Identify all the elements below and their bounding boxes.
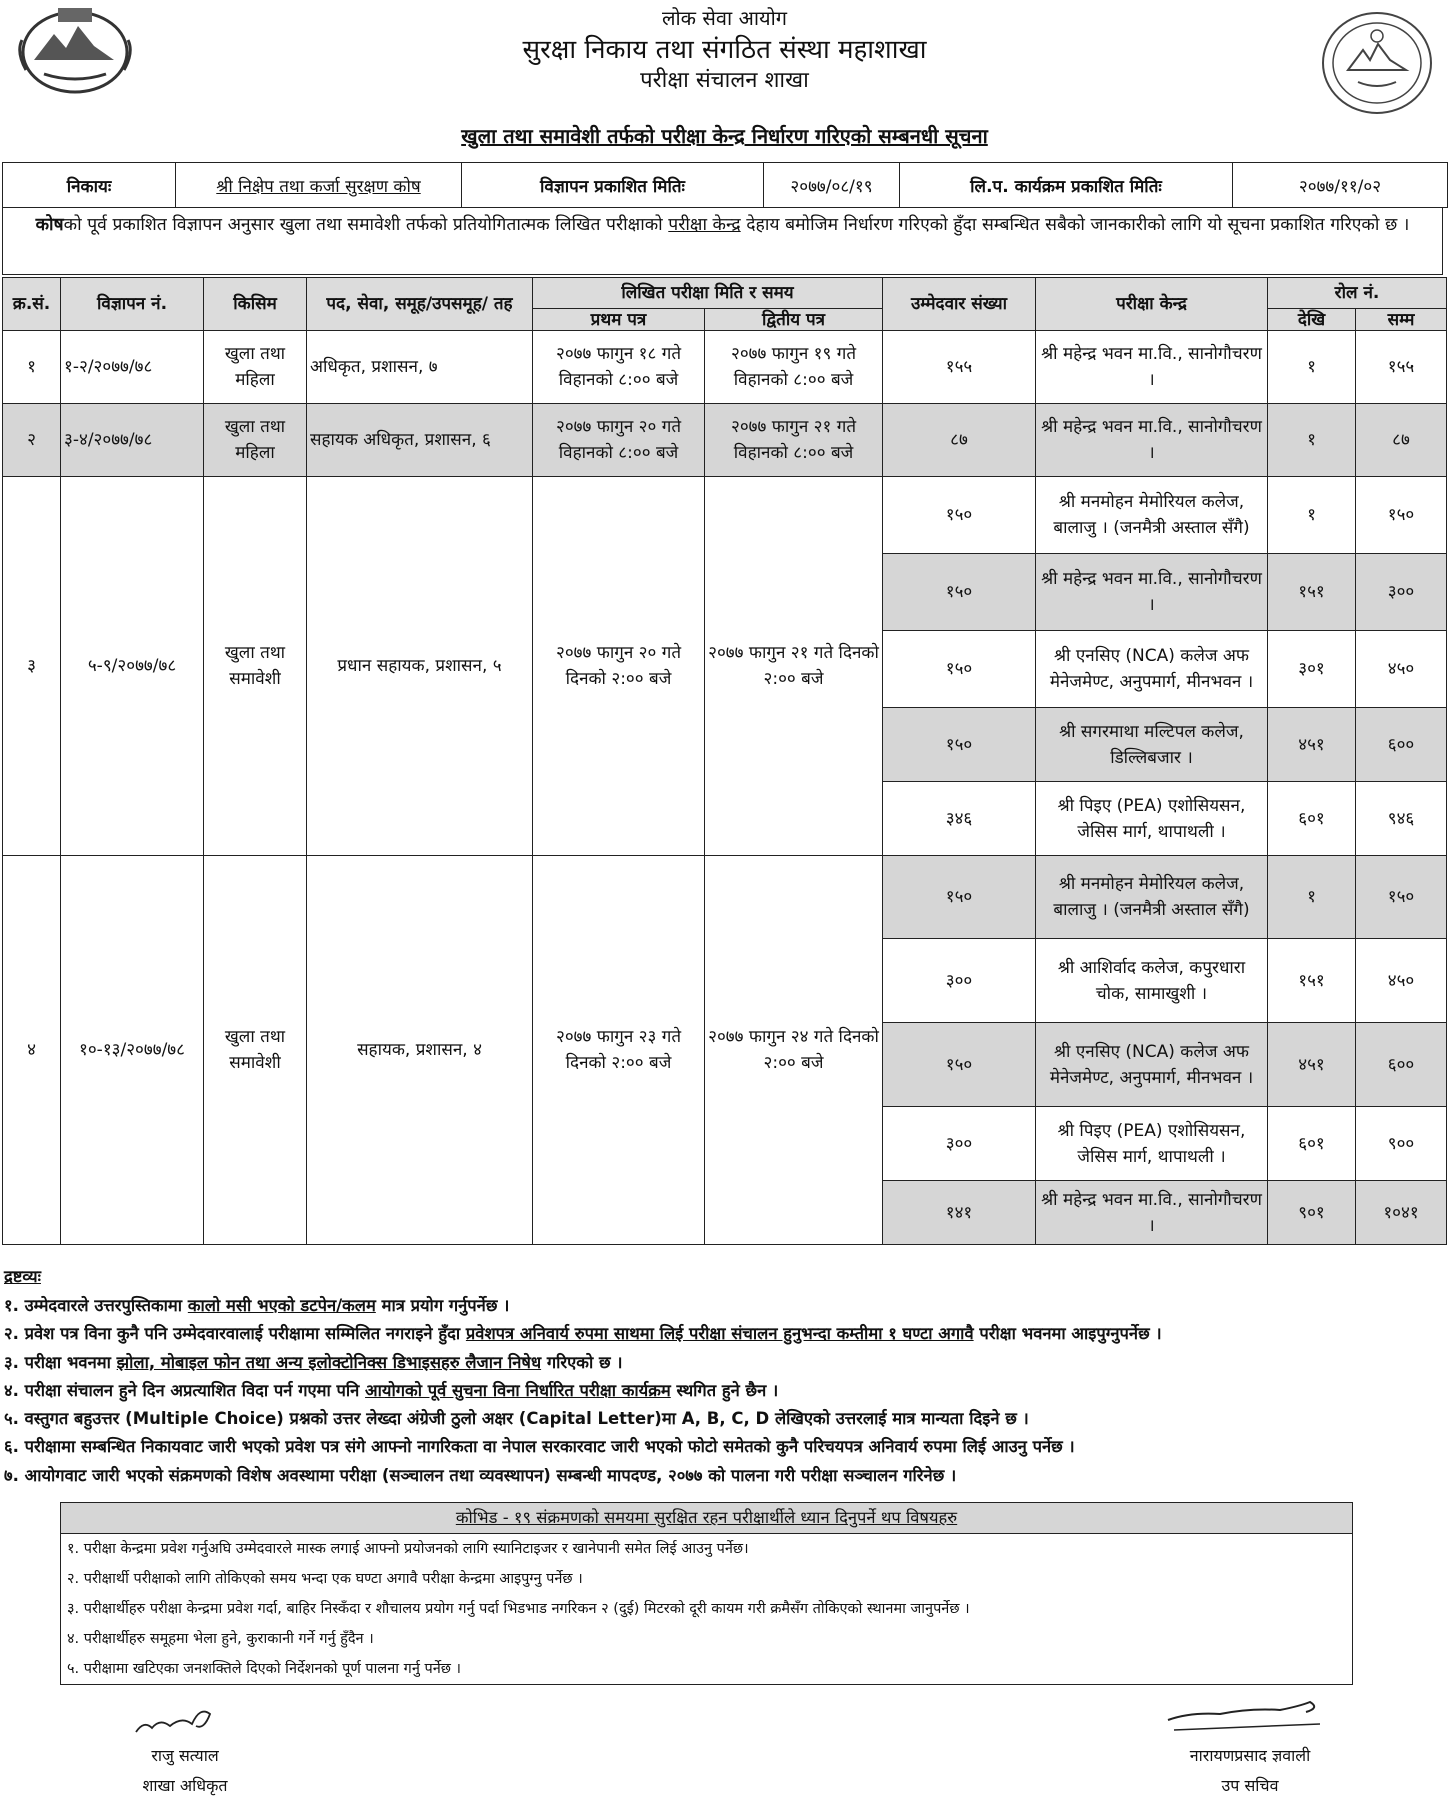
col-written-exam: लिखित परीक्षा मिति र समय xyxy=(533,278,883,309)
covid-item: ४. परीक्षार्थीहरु समूहमा भेला हुने, कुराकानी गर्ने गर्नु हुँदैन । xyxy=(67,1631,374,1647)
cell-sn: २ xyxy=(3,404,61,477)
cell-candidates: १५० xyxy=(883,1023,1036,1107)
cell-candidates: १४१ xyxy=(883,1181,1036,1245)
cell-center: श्री सगरमाथा मल्टिपल कलेज, डिल्लिबजार । xyxy=(1036,708,1268,782)
cell-center: श्री मनमोहन मेमोरियल कलेज, बालाजु । (जनमैत्री अस्ताल सँगै) xyxy=(1036,477,1268,554)
cell-sn: ४ xyxy=(3,856,61,1245)
note-text: ७. आयोगवाट जारी भएको संक्रमणको विशेष अवस्थामा परीक्षा (सञ्चालन तथा व्यवस्थापन) सम्बन्धी मापदण्ड, २०७७ को पालना गरी परीक्षा सञ्चालन गरिनेछ । xyxy=(4,1465,957,1485)
cell-ad-no: ५-९/२०७७/७८ xyxy=(61,477,204,856)
covid-title: कोभिड - १९ संक्रमणको समयमा सुरक्षित रहन परीक्षार्थीले ध्यान दिनुपर्ने थप विषयहरु xyxy=(61,1503,1352,1534)
cell-center: श्री मनमोहन मेमोरियल कलेज, बालाजु । (जनमैत्री अस्ताल सँगै) xyxy=(1036,856,1268,939)
cell-ad-no: ३-४/२०७७/७८ xyxy=(61,404,204,477)
col-paper2: द्वितीय पत्र xyxy=(705,309,883,331)
ad-date-value: २०७७/०८/१९ xyxy=(764,163,900,208)
cell-roll-from: १ xyxy=(1268,404,1356,477)
cell-roll-to: ८७ xyxy=(1356,404,1447,477)
left-signature xyxy=(130,1700,230,1740)
cell-paper1: २०७७ फागुन २० गते विहानको ८:०० बजे xyxy=(533,404,705,477)
note-item xyxy=(4,1320,1444,1348)
cell-roll-to: ६०० xyxy=(1356,708,1447,782)
cell-roll-to: १५० xyxy=(1356,477,1447,554)
right-signatory-title: उप सचिव xyxy=(1221,1776,1279,1795)
cell-center: श्री महेन्द्र भवन मा.वि., सानोगौचरण । xyxy=(1036,331,1268,404)
cell-candidates: १५५ xyxy=(883,331,1036,404)
cell-roll-from: १५१ xyxy=(1268,939,1356,1023)
cell-post: अधिकृत, प्रशासन, ७ xyxy=(307,331,533,404)
cell-roll-from: १५१ xyxy=(1268,554,1356,631)
cell-center: श्री पिइए (PEA) एशोसियसन, जेसिस मार्ग, थापाथली । xyxy=(1036,1107,1268,1181)
notes-title: द्रष्टव्यः xyxy=(4,1267,41,1286)
left-signatory-title: शाखा अधिकृत xyxy=(142,1776,228,1795)
note-text: परीक्षा भवनमा आइपुग्नुपर्नेछ । xyxy=(973,1324,1162,1344)
cell-type: खुला तथा समावेशी xyxy=(204,477,307,856)
covid-guidelines-box xyxy=(60,1502,1353,1685)
table-row xyxy=(3,856,1447,939)
cell-candidates: ८७ xyxy=(883,404,1036,477)
covid-item: २. परीक्षार्थी परीक्षाको लागि तोकिएको समय भन्दा एक घण्टा अगावै परीक्षा केन्द्रमा आइपुग्नु पर्नेछ । xyxy=(67,1571,583,1587)
cell-roll-from: ४५१ xyxy=(1268,1023,1356,1107)
info-table xyxy=(2,162,1448,208)
cell-roll-to: ६०० xyxy=(1356,1023,1447,1107)
department-name: सुरक्षा निकाय तथा संगठित संस्था महाशाखा xyxy=(522,35,927,65)
note-text: मात्र प्रयोग गर्नुपर्नेछ । xyxy=(375,1296,510,1315)
note-underlined: प्रवेशपत्र अनिवार्य रुपमा साथमा लिई परीक्षा संचालन हुनुभन्दा कम्तीमा १ घण्टा अगावै xyxy=(465,1324,974,1344)
col-sn: क्र.सं. xyxy=(3,278,61,331)
cell-candidates: ३०० xyxy=(883,939,1036,1023)
cell-sn: ३ xyxy=(3,477,61,856)
intro-text-1: को पूर्व प्रकाशित विज्ञापन अनुसार खुला तथा समावेशी तर्फको प्रतियोगितात्मक लिखित परीक्षाको xyxy=(63,215,669,235)
note-item xyxy=(4,1349,1444,1377)
col-from: देखि xyxy=(1268,309,1356,331)
agency-label: निकायः xyxy=(3,163,176,208)
col-type: किसिम xyxy=(204,278,307,331)
cell-type: खुला तथा महिला xyxy=(204,331,307,404)
cell-center: श्री महेन्द्र भवन मा.वि., सानोगौचरण । xyxy=(1036,404,1268,477)
right-signatory-name: नारायणप्रसाद ज्ञवाली xyxy=(1189,1746,1311,1765)
cell-paper2: २०७७ फागुन १९ गते विहानको ८:०० बजे xyxy=(705,331,883,404)
cell-candidates: ३०० xyxy=(883,1107,1036,1181)
cell-candidates: १५० xyxy=(883,856,1036,939)
table-row xyxy=(3,404,1447,477)
note-text: स्थगित हुने छैन । xyxy=(670,1380,779,1400)
note-underlined: झोला, मोबाइल फोन तथा अन्य इलोक्टोनिक्स डिभाइसहरु लैजान निषेध xyxy=(116,1352,542,1372)
note-text: २. प्रवेश पत्र विना कुनै पनि उम्मेदवारवालाई परीक्षामा सम्मिलित नगराइने हुँदा xyxy=(4,1324,466,1344)
cell-candidates: १५० xyxy=(883,554,1036,631)
cell-roll-to: ९४६ xyxy=(1356,782,1447,856)
cell-post: सहायक, प्रशासन, ४ xyxy=(307,856,533,1245)
col-candidates: उम्मेदवार संख्या xyxy=(883,278,1036,331)
cell-ad-no: १-२/२०७७/७८ xyxy=(61,331,204,404)
cell-center: श्री एनसिए (NCA) कलेज अफ मेनेजमेण्ट, अनुपमार्ग, मीनभवन । xyxy=(1036,631,1268,708)
table-row xyxy=(3,331,1447,404)
note-underlined: आयोगको पूर्व सुचना विना निर्धारित परीक्षा कार्यक्रम xyxy=(365,1380,671,1400)
note-underlined: कालो मसी भएको डटपेन/कलम xyxy=(187,1296,376,1315)
cell-center: श्री एनसिए (NCA) कलेज अफ मेनेजमेण्ट, अनुपमार्ग, मीनभवन । xyxy=(1036,1023,1268,1107)
cell-roll-to: ४५० xyxy=(1356,631,1447,708)
cell-sn: १ xyxy=(3,331,61,404)
covid-item: ५. परीक्षामा खटिएका जनशक्तिले दिएको निर्देशनको पूर्ण पालना गर्नु पर्नेछ । xyxy=(67,1661,462,1677)
ad-date-label: विज्ञापन प्रकाशित मितिः xyxy=(462,163,764,208)
cell-roll-from: ९०१ xyxy=(1268,1181,1356,1245)
cell-center: श्री आशिर्वाद कलेज, कपुरधारा चोक, सामाखुशी । xyxy=(1036,939,1268,1023)
intro-paragraph xyxy=(2,207,1443,275)
note-text: ३. परीक्षा भवनमा xyxy=(4,1352,117,1372)
cell-candidates: १५० xyxy=(883,477,1036,554)
covid-item: ३. परीक्षार्थीहरु परीक्षा केन्द्रमा प्रवेश गर्दा, बाहिर निस्कँदा र शौचालय प्रयोग गर्नु पर्दा भिडभाड नगरिकन २ (दुई) मिटरको दूरी कायम गरी क्रमैसँग तोकिएको स्थानमा जानुपर्नेछ । xyxy=(67,1601,970,1617)
col-post: पद, सेवा, समूह/उपसमूह/ तह xyxy=(307,278,533,331)
exam-program-value: २०७७/११/०२ xyxy=(1233,163,1448,208)
agency-value: श्री निक्षेप तथा कर्जा सुरक्षण कोष xyxy=(176,163,462,208)
note-item xyxy=(4,1462,1444,1490)
intro-bold: कोष xyxy=(35,215,64,235)
cell-type: खुला तथा महिला xyxy=(204,404,307,477)
cell-roll-from: ४५१ xyxy=(1268,708,1356,782)
cell-center: श्री महेन्द्र भवन मा.वि., सानोगौचरण । xyxy=(1036,1181,1268,1245)
cell-candidates: १५० xyxy=(883,708,1036,782)
intro-underlined: परीक्षा केन्द्र xyxy=(668,215,741,235)
cell-roll-to: ३०० xyxy=(1356,554,1447,631)
cell-paper1: २०७७ फागुन १८ गते विहानको ८:०० बजे xyxy=(533,331,705,404)
cell-candidates: १५० xyxy=(883,631,1036,708)
intro-text-2: देहाय बमोजिम निर्धारण गरिएको हुँदा सम्बन्धित सबैको जानकारीको लागि यो सूचना प्रकाशित गरिएको छ । xyxy=(740,215,1410,235)
col-center: परीक्षा केन्द्र xyxy=(1036,278,1268,331)
right-signature xyxy=(1160,1694,1340,1738)
note-item xyxy=(4,1292,1444,1320)
cell-paper1: २०७७ फागुन २० गते दिनको २:०० बजे xyxy=(533,477,705,856)
branch-name: परीक्षा संचालन शाखा xyxy=(640,68,809,93)
covid-item: १. परीक्षा केन्द्रमा प्रवेश गर्नुअघि उम्मेदवारले मास्क लगाई आफ्नो प्रयोजनको लागि स्यानिटाइजर र खानेपानी समेत लिई आउनु पर्नेछ। xyxy=(67,1541,749,1557)
note-text: गरिएको छ । xyxy=(541,1352,623,1372)
note-text: ६. परीक्षामा सम्बन्धित निकायवाट जारी भएको प्रवेश पत्र संगे आफ्नो नागरिकता वा नेपाल सरकारवाट जारी भएको फोटो समेतको कुनै परिचयपत्र अनिवार्य रुपमा लिई आउनु पर्नेछ । xyxy=(4,1437,1075,1457)
cell-center: श्री पिइए (PEA) एशोसियसन, जेसिस मार्ग, थापाथली । xyxy=(1036,782,1268,856)
cell-roll-from: १ xyxy=(1268,331,1356,404)
cell-type: खुला तथा समावेशी xyxy=(204,856,307,1245)
cell-roll-from: ३०१ xyxy=(1268,631,1356,708)
note-text: ४. परीक्षा संचालन हुने दिन अप्रत्याशित विदा पर्न गएमा पनि xyxy=(4,1380,366,1400)
cell-paper2: २०७७ फागुन २४ गते दिनको २:०० बजे xyxy=(705,856,883,1245)
col-ad-no: विज्ञापन नं. xyxy=(61,278,204,331)
cell-roll-to: ४५० xyxy=(1356,939,1447,1023)
left-signatory-name: राजु सत्याल xyxy=(151,1746,219,1765)
notes-section xyxy=(4,1264,1444,1490)
organization-name: लोक सेवा आयोग xyxy=(661,6,788,30)
exam-program-label: लि.प. कार्यक्रम प्रकाशित मितिः xyxy=(900,163,1233,208)
cell-roll-to: १५० xyxy=(1356,856,1447,939)
note-text: १. उम्मेदवारले उत्तरपुस्तिकामा xyxy=(4,1296,188,1315)
cell-roll-from: १ xyxy=(1268,856,1356,939)
cell-post: सहायक अधिकृत, प्रशासन, ६ xyxy=(307,404,533,477)
cell-post: प्रधान सहायक, प्रशासन, ५ xyxy=(307,477,533,856)
cell-roll-from: ६०१ xyxy=(1268,782,1356,856)
cell-center: श्री महेन्द्र भवन मा.वि., सानोगौचरण । xyxy=(1036,554,1268,631)
col-roll: रोल नं. xyxy=(1268,278,1447,309)
cell-paper1: २०७७ फागुन २३ गते दिनको २:०० बजे xyxy=(533,856,705,1245)
cell-ad-no: १०-१३/२०७७/७८ xyxy=(61,856,204,1245)
notice-title: खुला तथा समावेशी तर्फको परीक्षा केन्द्र निर्धारण गरिएको सम्बनधी सूचना xyxy=(461,124,988,148)
cell-candidates: ३४६ xyxy=(883,782,1036,856)
note-text: ५. वस्तुगत बहुउत्तर (Multiple Choice) प्रश्नको उत्तर लेख्दा अंग्रेजी ठुलो अक्षर (Capital Letter)मा A, B, C, D लेखिएको उत्तरलाई मात्र मान्यता दिइने छ । xyxy=(4,1409,1029,1429)
note-item xyxy=(4,1433,1444,1461)
cell-paper2: २०७७ फागुन २१ गते विहानको ८:०० बजे xyxy=(705,404,883,477)
cell-roll-to: १०४१ xyxy=(1356,1181,1447,1245)
cell-roll-to: १५५ xyxy=(1356,331,1447,404)
cell-roll-to: ९०० xyxy=(1356,1107,1447,1181)
table-row xyxy=(3,477,1447,554)
cell-roll-from: १ xyxy=(1268,477,1356,554)
col-to: सम्म xyxy=(1356,309,1447,331)
note-item xyxy=(4,1405,1444,1433)
note-item xyxy=(4,1377,1444,1405)
exam-center-table xyxy=(2,277,1447,1245)
col-paper1: प्रथम पत्र xyxy=(533,309,705,331)
cell-roll-from: ६०१ xyxy=(1268,1107,1356,1181)
cell-paper2: २०७७ फागुन २१ गते दिनको २:०० बजे xyxy=(705,477,883,856)
